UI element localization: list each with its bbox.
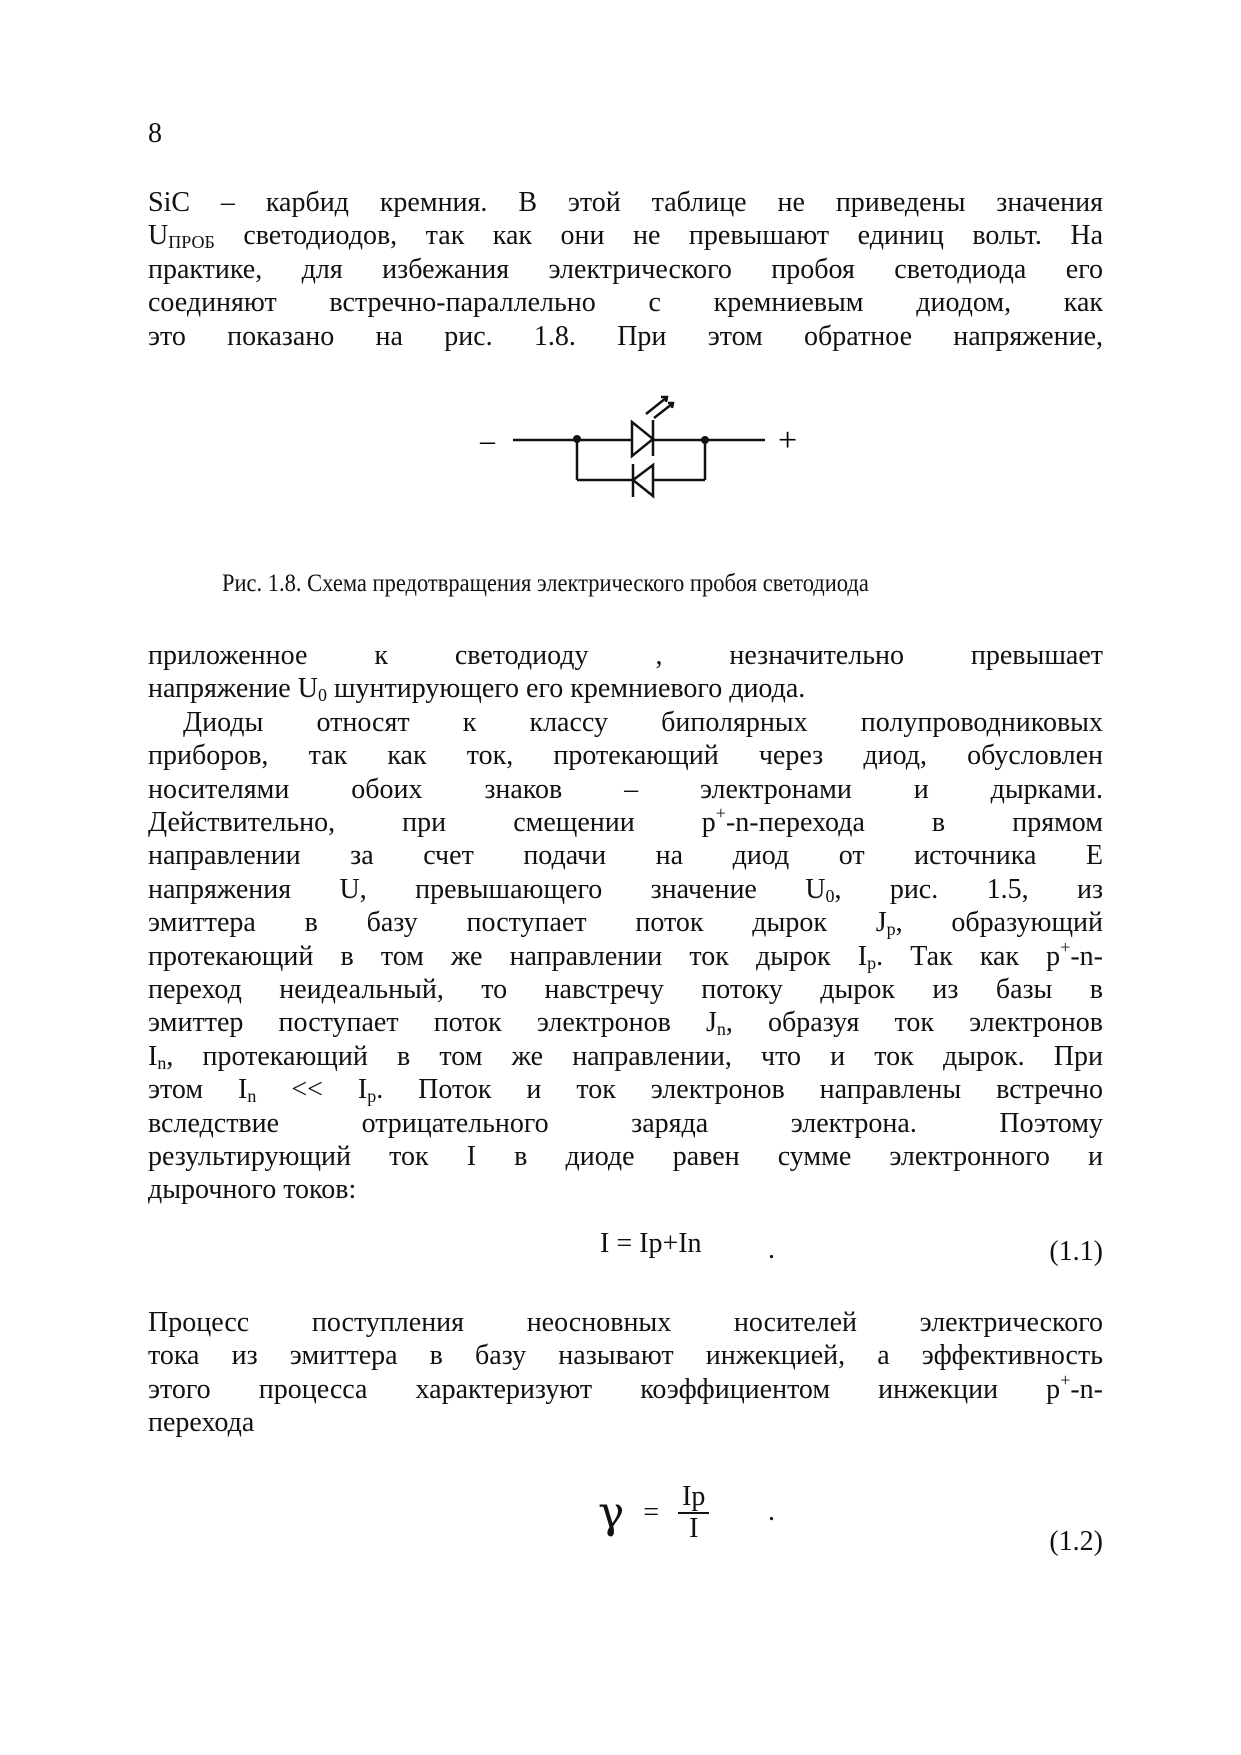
equation-1-number: (1.1) (1049, 1236, 1103, 1267)
text-segment: этом I (148, 1074, 248, 1106)
text-line (148, 187, 1103, 219)
text-segment: этого процесса характеризуют коэффициентом инжекции p (148, 1373, 1061, 1405)
text-line (148, 974, 1103, 1006)
subscript: 0 (317, 685, 327, 706)
text-segment: вследствие отрицательного заряда электрона. Поэтому (148, 1107, 1103, 1139)
text-line (148, 907, 1103, 939)
subscript: n (716, 1019, 726, 1040)
text-line (148, 220, 1103, 252)
text-segment: U (148, 220, 169, 252)
text-line (148, 1174, 1103, 1206)
equation-2-number: (1.2) (1049, 1526, 1103, 1557)
text-segment: -n- (1070, 940, 1103, 972)
text-segment: , образующий (895, 907, 1103, 939)
text-segment: . Поток и ток электронов направлены встречно (376, 1074, 1103, 1106)
text-segment: напряжение U (148, 673, 318, 705)
text-line (148, 1340, 1103, 1372)
text-segment: приборов, так как ток, протекающий через диод, обусловлен (148, 740, 1103, 772)
plus-terminal-label: + (778, 422, 798, 459)
text-line (148, 673, 1103, 705)
subscript: p (367, 1086, 377, 1107)
equation-1 (600, 1228, 702, 1260)
text-segment: -n-перехода в прямом (725, 807, 1103, 838)
minus-terminal-label: – (480, 424, 495, 457)
text-line (148, 1369, 1103, 1406)
text-segment: результирующий ток I в диоде равен сумме электронного и (148, 1141, 1103, 1172)
text-segment: светодиодов, так как они не превышают единиц вольт. На (214, 220, 1103, 252)
text-segment: соединяют встречно-параллельно с кремниевым диодом, как (148, 287, 1103, 319)
led-diode-symbol (632, 422, 653, 456)
text-line (148, 840, 1103, 872)
text-line (148, 774, 1103, 806)
text-segment: тока из эмиттера в базу называют инжекцией, а эффективность (148, 1340, 1103, 1372)
text-segment: Действительно, при смещении p (148, 807, 716, 838)
text-line (148, 803, 1103, 839)
text-line (148, 287, 1103, 319)
text-segment: дырочного токов: (148, 1174, 357, 1206)
page-number: 8 (148, 118, 162, 149)
text-segment: , образуя ток электронов (725, 1007, 1103, 1039)
equation-2 (598, 1482, 709, 1544)
text-line (148, 1108, 1103, 1140)
text-segment: практике, для избежания электрического пробоя светодиода его (148, 253, 1103, 285)
silicon-diode-symbol (633, 465, 653, 496)
text-segment: это показано на рис. 1.8. При этом обратное напряжение, (148, 320, 1103, 352)
text-line (148, 740, 1103, 772)
text-segment: -n- (1070, 1373, 1103, 1405)
denominator: I (689, 1513, 699, 1544)
junction-dot (701, 436, 709, 444)
text-line (148, 1307, 1103, 1339)
subscript: n (157, 1052, 167, 1073)
text-segment: Диоды относят к классу биполярных полупроводниковых (183, 706, 1103, 738)
text-segment: , рис. 1.5, из (834, 873, 1104, 905)
text-segment: , протекающий в том же направлении, что и ток дырок. При (166, 1040, 1103, 1072)
text-segment: шунтирующего его кремниевого диода. (326, 673, 806, 705)
figure-caption: Рис. 1.8. Схема предотвращения электрического пробоя светодиода (222, 570, 869, 597)
text-segment: эмиттера в базу поступает поток дырок J (148, 907, 887, 939)
numerator: Ip (678, 1482, 709, 1514)
text-segment: направлении за счет подачи на диод от источника Е (148, 840, 1103, 872)
text-line (148, 1141, 1103, 1173)
superscript: + (715, 803, 726, 823)
light-emission-arrows-icon (646, 397, 673, 418)
text-line (148, 707, 1103, 739)
text-segment: эмиттер поступает поток электронов J (148, 1007, 717, 1039)
text-line (148, 640, 1103, 672)
superscript: + (1060, 936, 1071, 957)
subscript: ПРОБ (168, 232, 215, 253)
subscript: n (247, 1086, 257, 1107)
text-line (148, 1407, 1103, 1439)
junction-dot (573, 435, 581, 443)
text-segment: перехода (148, 1407, 255, 1439)
circuit-diagram (460, 380, 820, 510)
text-segment: << I (256, 1074, 368, 1106)
subscript: p (867, 952, 877, 973)
text-line (148, 1041, 1103, 1073)
equals-sign: = (643, 1497, 660, 1528)
gamma-symbol: γ (598, 1487, 625, 1539)
text-segment: протекающий в том же направлении ток дырок I (148, 940, 868, 972)
text-line (148, 254, 1103, 286)
text-segment: носителями обоих знаков – электронами и дырками. (148, 773, 1103, 805)
subscript: p (886, 919, 896, 940)
text-line (148, 936, 1103, 973)
text-segment: напряжения U, превышающего значение U (148, 873, 826, 905)
text-line (148, 1074, 1103, 1106)
text-line (148, 321, 1103, 353)
equation-1-dot: . (768, 1234, 775, 1265)
equation-2-dot: . (768, 1496, 775, 1527)
text-segment: приложенное к светодиоду , незначительно превышает (148, 640, 1103, 671)
text-segment: . Так как p (876, 940, 1061, 972)
text-line (148, 1007, 1103, 1039)
superscript: + (1060, 1369, 1071, 1390)
subscript: 0 (825, 885, 835, 906)
text-segment: Процесс поступления неосновных носителей электрического (148, 1307, 1103, 1338)
fraction (678, 1482, 709, 1544)
text-segment: переход неидеальный, то навстречу потоку дырок из базы в (148, 974, 1103, 1005)
equation-1-expression: I = Ip+In (600, 1228, 702, 1259)
text-segment: I (148, 1040, 158, 1072)
text-segment: SiC – карбид кремния. В этой таблице не приведены значения (148, 187, 1103, 218)
text-line (148, 874, 1103, 906)
